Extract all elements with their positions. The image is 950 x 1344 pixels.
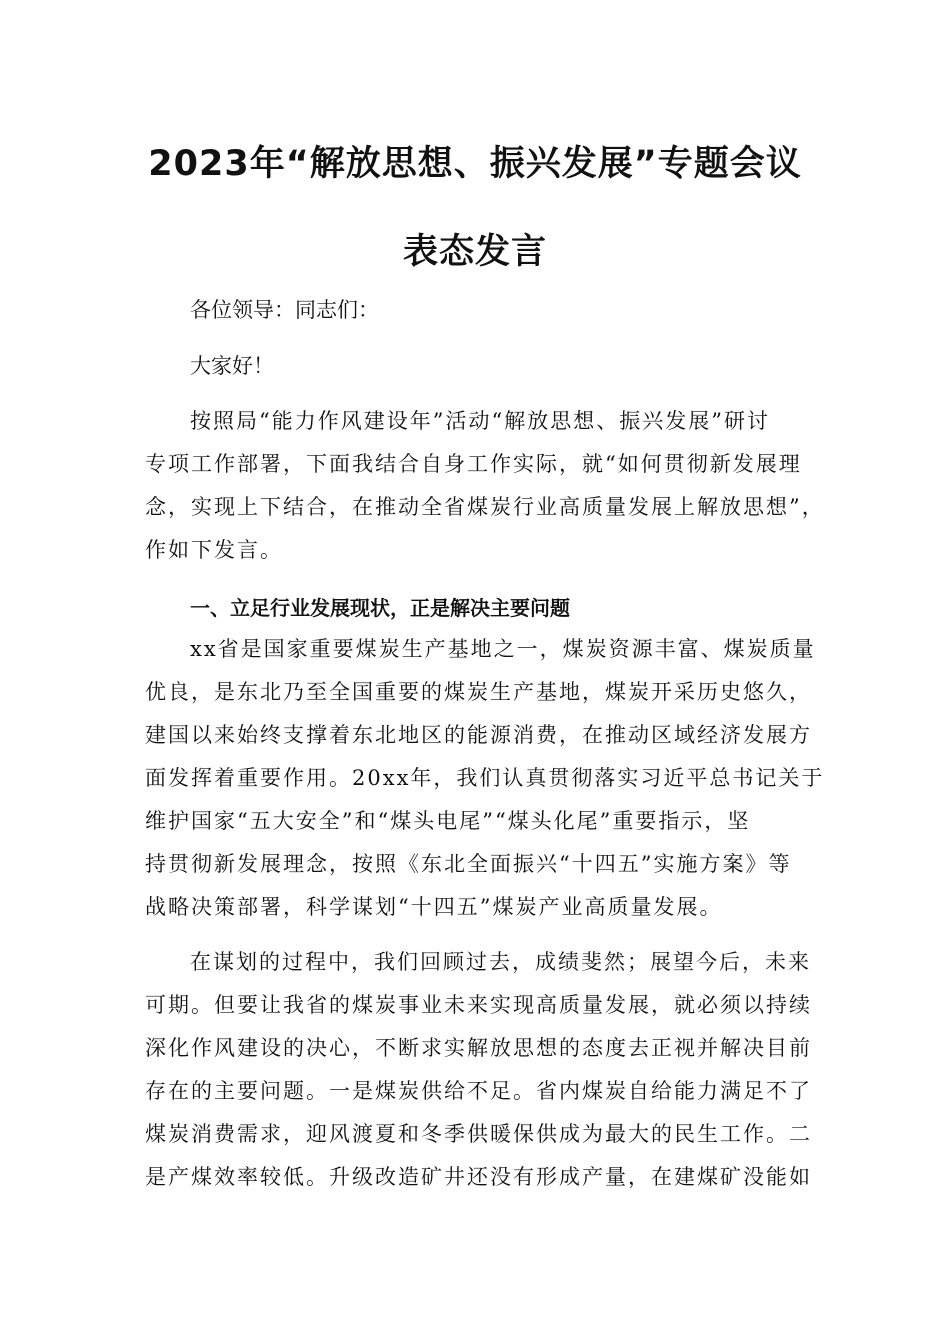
document-title-line-2: 表态发言 (402, 232, 547, 272)
greeting: 大家好！ (190, 354, 274, 378)
paragraph-line: 维护国家“五大安全”和“煤头电尾”“煤头化尾”重要指示，坚 (145, 809, 751, 833)
section-1-heading: 一、立足行业发展现状，正是解决主要问题 (190, 596, 570, 620)
intro-line: 念，实现上下结合，在推动全省煤炭行业高质量发展上解放思想”， (145, 495, 825, 519)
paragraph-line: 是产煤效率较低。升级改造矿井还没有形成产量，在建煤矿没能如 (145, 1165, 812, 1189)
paragraph-line: 深化作风建设的决心，不断求实解放思想的态度去正视并解决目前 (145, 1036, 812, 1060)
intro-paragraph (145, 405, 825, 575)
paragraph-line: 存在的主要问题。一是煤炭供给不足。省内煤炭自给能力满足不了 (145, 1079, 812, 1103)
paragraph-line: 面发挥着重要作用。20xx年，我们认真贯彻落实习近平总书记关于 (145, 766, 825, 790)
paragraph-line: 持贯彻新发展理念，按照《东北全面振兴“十四五”实施方案》等 (145, 852, 792, 876)
intro-line: 按照局“能力作风建设年”活动“解放思想、振兴发展”研讨 (190, 409, 770, 433)
paragraph-line: 优良，是东北乃至全国重要的煤炭生产基地，煤炭开采历史悠久， (145, 680, 812, 704)
paragraph-line: 在谋划的过程中，我们回顾过去，成绩斐然；展望今后，未来 (190, 950, 811, 974)
section-1-paragraph-2 (145, 946, 815, 1206)
paragraph-line: xx省是国家重要煤炭生产基地之一，煤炭资源丰富、煤炭质量 (190, 637, 816, 661)
paragraph-line: 煤炭消费需求，迎风渡夏和冬季供暖保供成为最大的民生工作。二 (145, 1122, 812, 1146)
paragraph-line: 可期。但要让我省的煤炭事业未来实现高质量发展，就必须以持续 (145, 993, 812, 1017)
section-1-paragraph-1 (145, 633, 825, 933)
intro-line: 作如下发言。 (145, 538, 283, 562)
paragraph-line: 战略决策部署，科学谋划“十四五”煤炭产业高质量发展。 (145, 895, 723, 919)
intro-line: 专项工作部署，下面我结合自身工作实际，就“如何贯彻新发展理 (145, 452, 802, 476)
document-title-line-1: 2023年“解放思想、振兴发展”专题会议 (148, 144, 802, 184)
salutation: 各位领导：同志们： (190, 298, 379, 322)
paragraph-line: 建国以来始终支撑着东北地区的能源消费，在推动区域经济发展方 (145, 723, 812, 747)
